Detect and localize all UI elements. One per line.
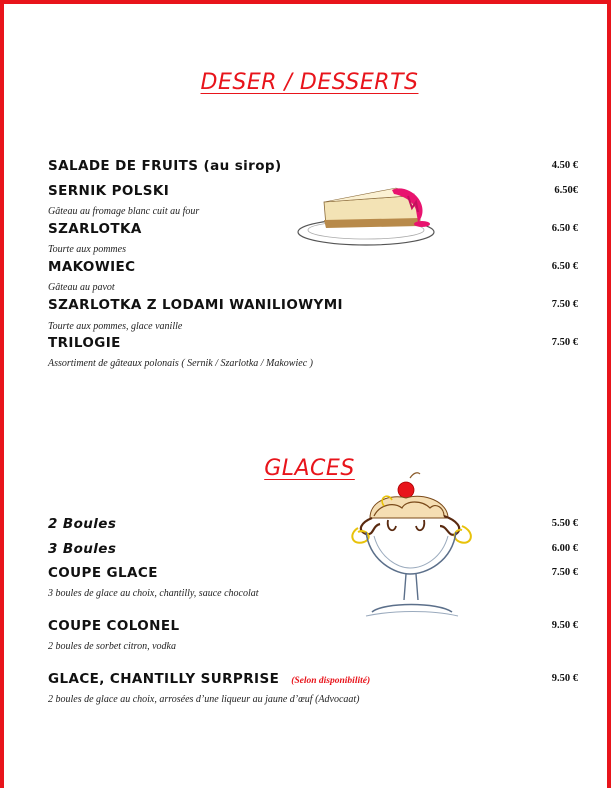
- item-name: 3 Boules: [48, 541, 117, 557]
- item-name: SZARLOTKA Z LODAMI WANILIOWYMI: [48, 297, 343, 313]
- item-price: 6.00 €: [551, 543, 578, 554]
- item-price: 7.50 €: [551, 567, 578, 578]
- item-price: 6.50 €: [551, 261, 578, 272]
- menu-item: [48, 618, 578, 638]
- item-price: 7.50 €: [551, 337, 578, 348]
- item-price: 9.50 €: [551, 673, 578, 684]
- item-description: 2 boules de sorbet citron, vodka: [48, 641, 176, 652]
- glaces-title: GLACES: [264, 456, 355, 481]
- item-name: COUPE COLONEL: [48, 618, 180, 634]
- item-description: Assortiment de gâteaux polonais ( Sernik / Szarlotka / Makowiec ): [48, 358, 313, 369]
- item-description: 3 boules de glace au choix, chantilly, sauce chocolat: [48, 588, 259, 599]
- availability-note: (Selon disponibilité): [291, 676, 371, 686]
- item-name: TRILOGIE: [48, 335, 121, 351]
- ice-cream-sundae-illustration: [344, 470, 484, 620]
- menu-item: [48, 335, 578, 355]
- item-name-text: GLACE, CHANTILLY SURPRISE: [48, 671, 280, 687]
- item-price: 5.50 €: [551, 518, 578, 529]
- item-name: 2 Boules: [48, 516, 117, 532]
- item-description: Tourte aux pommes, glace vanille: [48, 321, 183, 332]
- menu-item: [48, 516, 578, 536]
- item-price: 6.50€: [554, 185, 578, 196]
- item-name: SERNIK POLSKI: [48, 183, 170, 199]
- item-description: Tourte aux pommes: [48, 244, 126, 255]
- item-description: Gâteau au fromage blanc cuit au four: [48, 206, 200, 217]
- item-price: 7.50 €: [551, 299, 578, 310]
- item-name: [48, 671, 370, 687]
- item-description: Gâteau au pavot: [48, 282, 115, 293]
- item-price: 6.50 €: [551, 223, 578, 234]
- item-name: MAKOWIEC: [48, 259, 136, 275]
- menu-item: [48, 297, 578, 317]
- item-name: SALADE DE FRUITS (au sirop): [48, 158, 282, 174]
- item-description: 2 boules de glace au choix, arrosées d’une liqueur au jaune d’œuf (Advocaat): [48, 694, 360, 705]
- item-name: SZARLOTKA: [48, 221, 142, 237]
- item-name: COUPE GLACE: [48, 565, 158, 581]
- cheesecake-illustration: [296, 180, 446, 248]
- menu-item: [48, 259, 578, 279]
- menu-item: [48, 541, 578, 561]
- menu-item: [48, 158, 578, 178]
- desserts-title: DESER / DESSERTS: [200, 70, 419, 95]
- menu-item: [48, 671, 578, 691]
- item-price: 9.50 €: [551, 620, 578, 631]
- item-price: 4.50 €: [551, 160, 578, 171]
- menu-item: [48, 565, 578, 585]
